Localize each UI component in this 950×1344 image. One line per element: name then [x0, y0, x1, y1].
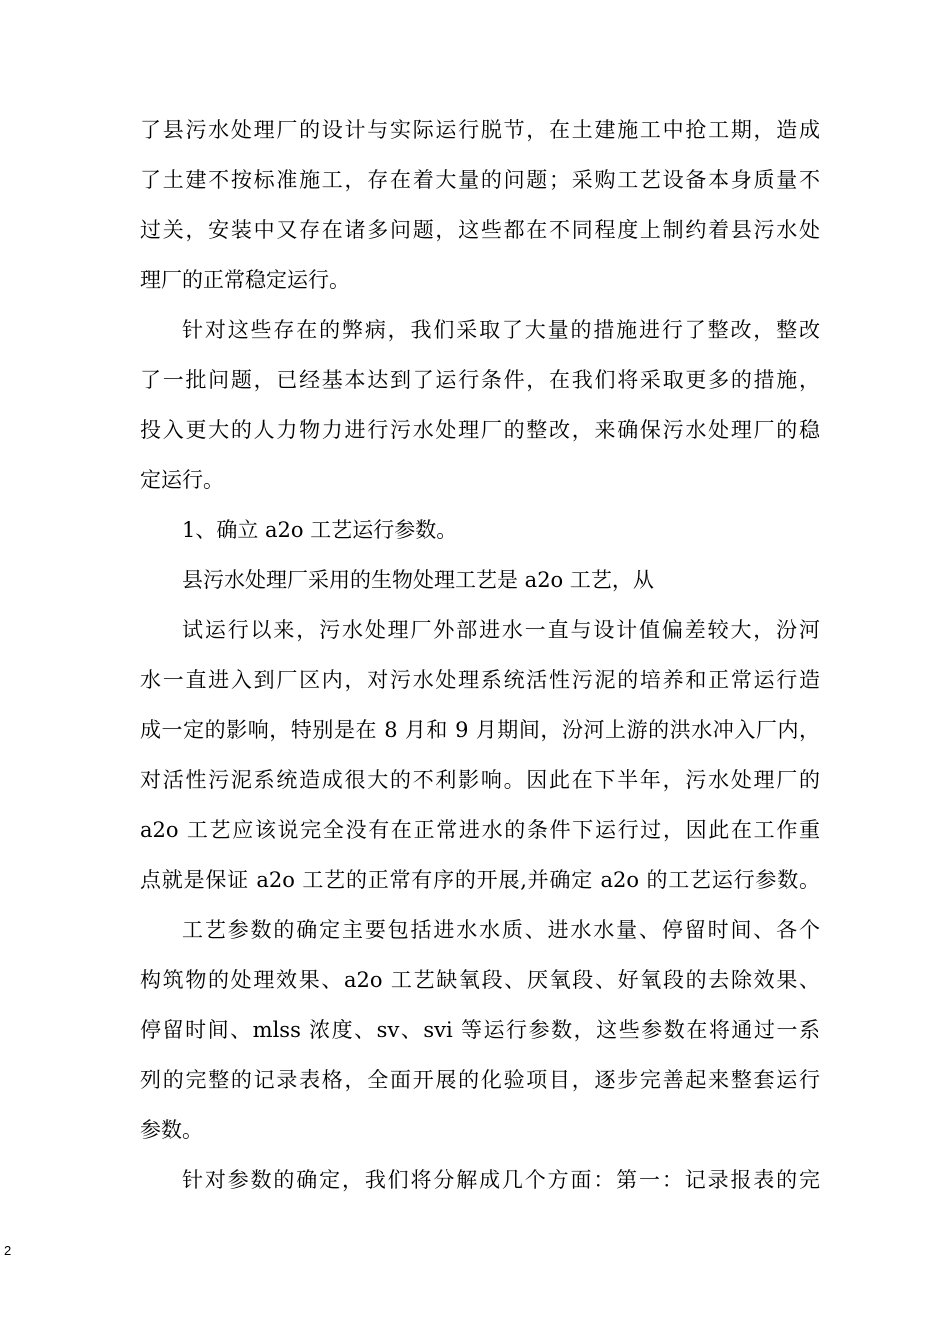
text-line: 了县污水处理厂的设计与实际运行脱节，在土建施工中抢工期，造成 — [140, 118, 820, 142]
paragraph-first-line: 县污水处理厂采用的生物处理工艺是 a2o 工艺，从 — [182, 568, 654, 592]
page-number: 2 — [4, 1243, 12, 1258]
text-line: 构筑物的处理效果、a2o 工艺缺氧段、厌氧段、好氧段的去除效果、 — [140, 968, 820, 992]
paragraph-first-line: 针对参数的确定，我们将分解成几个方面：第一：记录报表的完 — [182, 1168, 820, 1192]
text-line: 停留时间、mlss 浓度、sv、svi 等运行参数，这些参数在将通过一系 — [140, 1018, 820, 1042]
text-line: 投入更大的人力物力进行污水处理厂的整改，来确保污水处理厂的稳 — [140, 418, 820, 442]
text-line: 了一批问题，已经基本达到了运行条件，在我们将采取更多的措施， — [140, 368, 820, 392]
text-line: 成一定的影响，特别是在 8 月和 9 月期间，汾河上游的洪水冲入厂内， — [140, 718, 820, 742]
paragraph-first-line: 试运行以来，污水处理厂外部进水一直与设计值偏差较大，汾河 — [182, 618, 820, 642]
text-line: 水一直进入到厂区内，对污水处理系统活性污泥的培养和正常运行造 — [140, 668, 820, 692]
text-line: 定运行。 — [140, 468, 224, 492]
paragraph-first-line: 工艺参数的确定主要包括进水水质、进水水量、停留时间、各个 — [182, 918, 820, 942]
text-line: 点就是保证 a2o 工艺的正常有序的开展,并确定 a2o 的工艺运行参数。 — [140, 868, 820, 892]
text-line: 理厂的正常稳定运行。 — [140, 268, 350, 292]
text-line: 参数。 — [140, 1118, 203, 1142]
text-line: 了土建不按标准施工，存在着大量的问题；采购工艺设备本身质量不 — [140, 168, 820, 192]
text-line: a2o 工艺应该说完全没有在正常进水的条件下运行过，因此在工作重 — [140, 818, 820, 842]
paragraph-first-line: 针对这些存在的弊病，我们采取了大量的措施进行了整改，整改 — [182, 318, 820, 342]
text-line: 过关，安装中又存在诸多问题，这些都在不同程度上制约着县污水处 — [140, 218, 820, 242]
text-line: 对活性污泥系统造成很大的不利影响。因此在下半年，污水处理厂的 — [140, 768, 820, 792]
text-line: 列的完整的记录表格，全面开展的化验项目，逐步完善起来整套运行 — [140, 1068, 820, 1092]
section-heading: 1、确立 a2o 工艺运行参数。 — [182, 518, 458, 542]
